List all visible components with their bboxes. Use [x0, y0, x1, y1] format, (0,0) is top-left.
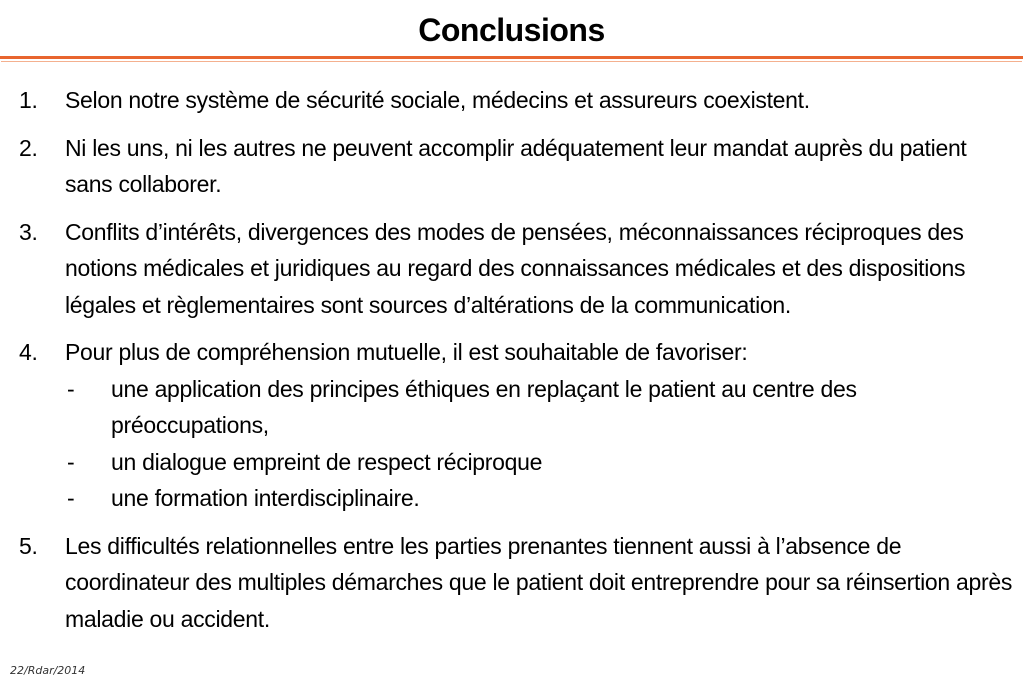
sub-item-text: un dialogue empreint de respect réciproque	[111, 448, 543, 475]
sub-item-text: une formation interdisciplinaire.	[111, 485, 420, 511]
sub-item	[65, 371, 1013, 444]
item-number: 3.	[19, 218, 38, 245]
sub-item-dash: -	[67, 485, 75, 511]
list-item	[0, 214, 1023, 324]
list-item	[0, 82, 1023, 119]
item-text: Pour plus de compréhension mutuelle, il est souhaitable de favoriser:	[65, 339, 748, 365]
slide-title: Conclusions	[418, 12, 605, 48]
list-item	[0, 528, 1023, 638]
title-divider	[0, 56, 1023, 59]
item-number: 4.	[19, 339, 38, 365]
list-item	[0, 334, 1023, 517]
footer-date: 22/Rdar/2014	[10, 664, 86, 677]
list-item	[0, 130, 1023, 203]
item-number: 5.	[19, 532, 38, 559]
item-text: Ni les uns, ni les autres ne peuvent accomplir adéquatement leur mandat auprès du patient sans collaborer.	[65, 134, 967, 197]
item-number: 2.	[19, 134, 38, 161]
sub-item-dash: -	[67, 375, 75, 402]
item-text: Conflits d’intérêts, divergences des modes de pensées, méconnaissances réciproques des notions médicales et juridiques au regard des connaissances médicales et des dispositions légales et règlementaires sont sources d’altérations de la communication.	[65, 218, 966, 318]
sub-item-dash: -	[67, 448, 75, 475]
sub-item	[65, 444, 1013, 481]
conclusions-list	[0, 82, 1023, 648]
sub-item-text: une application des principes éthiques en replaçant le patient au centre des préoccupations,	[111, 375, 857, 438]
item-text: Selon notre système de sécurité sociale, médecins et assureurs coexistent.	[65, 87, 810, 113]
item-text: Les difficultés relationnelles entre les parties prenantes tiennent aussi à l’absence de coordinateur des multiples démarches que le patient doit entreprendre pour sa réinsertion après maladie ou accident.	[65, 532, 1013, 632]
item-number: 1.	[19, 87, 38, 113]
sub-item	[65, 480, 1013, 517]
